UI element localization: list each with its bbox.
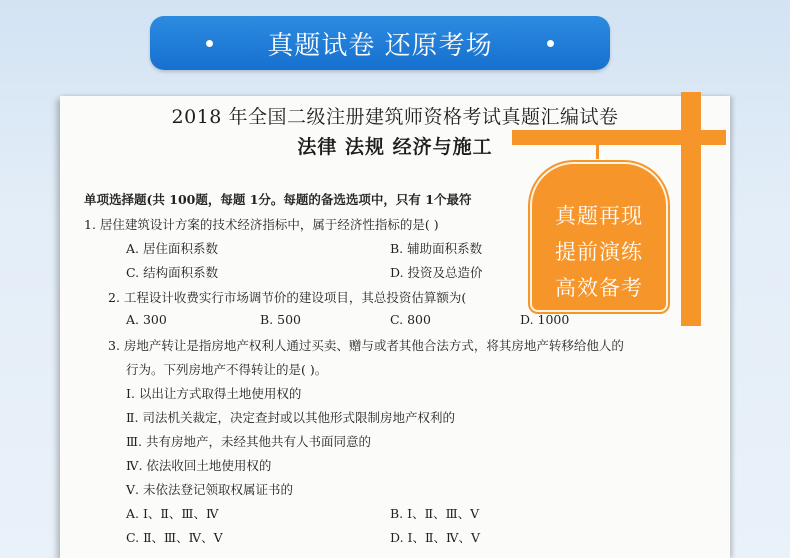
- bullet-dot-right: [547, 40, 554, 47]
- q3-option-a: A. Ⅰ、Ⅱ、Ⅲ、Ⅳ: [126, 506, 219, 521]
- q1-option-d: D. 投资及总造价: [390, 265, 483, 280]
- q2-option-d: D. 1000: [520, 312, 570, 327]
- q3-option-c: C. Ⅱ、Ⅲ、Ⅳ、Ⅴ: [126, 530, 223, 545]
- bullet-dot-left: [206, 40, 213, 47]
- sign-post: [681, 92, 701, 326]
- question-2: 2. 工程设计收费实行市场调节价的建设项目，其总投资估算额为(: [108, 290, 467, 305]
- paper-title: 2018 年全国二级注册建筑师资格考试真题汇编试卷: [171, 106, 619, 128]
- sign-line-1: 真题再现: [555, 204, 643, 228]
- q2-option-a: A. 300: [126, 312, 167, 327]
- question-3: 3. 房地产转让是指房地产权利人通过买卖、赠与或者其他合法方式，将其房地产转移给他人的: [108, 338, 624, 353]
- q3-option-b: B. Ⅰ、Ⅱ、Ⅲ、Ⅴ: [390, 506, 480, 521]
- sign-arm: [512, 130, 726, 145]
- question-1: 1. 居住建筑设计方案的技术经济指标中，属于经济性指标的是( ): [84, 217, 439, 232]
- paper-subtitle: 法律 法规 经济与施工: [297, 136, 493, 158]
- q1-option-a: A. 居住面积系数: [126, 241, 218, 256]
- q3-item-4: Ⅳ. 依法收回土地使用权的: [126, 458, 272, 473]
- q3-option-d: D. Ⅰ、Ⅱ、Ⅳ、Ⅴ: [390, 530, 480, 545]
- q1-option-c: C. 结构面积系数: [126, 265, 219, 280]
- section-instructions: 单项选择题(共 100题，每题 1分。每题的备选选项中，只有 1个最符: [84, 192, 472, 207]
- q3-item-5: Ⅴ. 未依法登记领取权属证书的: [126, 482, 293, 497]
- hanging-signboard: [530, 162, 668, 312]
- q3-item-1: Ⅰ. 以出让方式取得土地使用权的: [126, 386, 302, 401]
- sign-line-3: 高效备考: [555, 276, 643, 300]
- q3-item-2: Ⅱ. 司法机关裁定，决定查封或以其他形式限制房地产权利的: [126, 410, 455, 425]
- sign-line-2: 提前演练: [555, 240, 643, 264]
- question-3-cont: 行为。下列房地产不得转让的是( )。: [126, 362, 328, 377]
- header-banner: [150, 16, 610, 70]
- q2-option-c: C. 800: [390, 312, 431, 327]
- q3-item-3: Ⅲ. 共有房地产，未经其他共有人书面同意的: [126, 434, 372, 449]
- q1-option-b: B. 辅助面积系数: [390, 241, 483, 256]
- q2-option-b: B. 500: [260, 312, 301, 327]
- banner-title: 真题试卷 还原考场: [267, 30, 493, 61]
